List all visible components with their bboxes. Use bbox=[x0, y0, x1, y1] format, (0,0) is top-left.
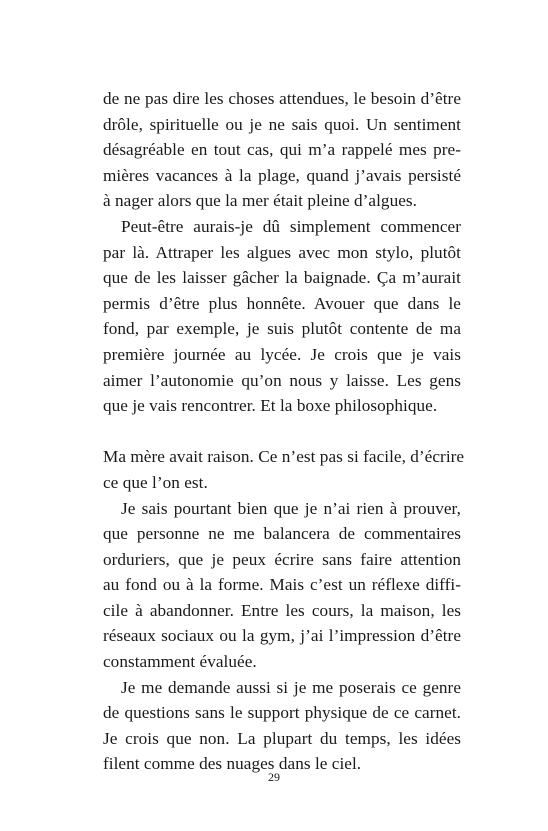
text-line: que personne ne me balancera de commentaires bbox=[103, 524, 461, 544]
section-break bbox=[103, 419, 461, 445]
text-line: Je sais pourtant bien que je n’ai rien à prouver, bbox=[121, 498, 461, 518]
text-line: désagréable en tout cas, qui m’a rappelé mes pre- bbox=[103, 140, 461, 160]
text-line: ce que l’on est. bbox=[103, 472, 208, 492]
text-line: aimer l’autonomie qu’on nous y laisse. Les gens bbox=[103, 370, 461, 390]
text-line: Je me demande aussi si je me poserais ce genre bbox=[121, 677, 461, 697]
text-line: que je vais rencontrer. Et la boxe philosophique. bbox=[103, 396, 438, 416]
text-line: par là. Attraper les algues avec mon stylo, plutôt bbox=[103, 242, 461, 262]
text-line: fond, par exemple, je suis plutôt contente de ma bbox=[103, 319, 461, 339]
text-line: drôle, spirituelle ou je ne sais quoi. Un sentiment bbox=[103, 114, 461, 134]
page-number: 29 bbox=[268, 770, 280, 784]
text-line: première journée au lycée. Je crois que je vais bbox=[103, 344, 461, 364]
text-line: Ma mère avait raison. Ce n’est pas si facile, d’écrire bbox=[103, 447, 465, 467]
text-line: de ne pas dire les choses attendues, le besoin d’être bbox=[103, 89, 461, 108]
text-line: filent comme des nuages dans le ciel. bbox=[103, 754, 362, 774]
text-line: à nager alors que la mer était pleine d’algues. bbox=[103, 191, 417, 211]
text-line: cile à abandonner. Entre les cours, la maison, les bbox=[103, 600, 461, 620]
text-line: constamment évaluée. bbox=[103, 652, 257, 672]
text-line: Peut-être aurais-je dû simplement commencer bbox=[121, 216, 461, 236]
text-line: orduriers, que je peux écrire sans faire attention bbox=[103, 549, 461, 569]
body-text bbox=[103, 86, 465, 777]
text-line: Je crois que non. La plupart du temps, les idées bbox=[103, 728, 461, 748]
text-line: mières vacances à la plage, quand j’avais persisté bbox=[103, 165, 461, 185]
text-line: que de les laisser gâcher la baignade. Ça m’aurait bbox=[103, 268, 461, 288]
text-line: de questions sans le support physique de ce carnet. bbox=[103, 703, 461, 723]
text-line: permis d’être plus honnête. Avouer que dans le bbox=[103, 293, 461, 313]
text-line: réseaux sociaux ou la gym, j’ai l’impression d’être bbox=[103, 626, 461, 646]
text-line: au fond ou à la forme. Mais c’est un réflexe diffi- bbox=[103, 575, 461, 595]
